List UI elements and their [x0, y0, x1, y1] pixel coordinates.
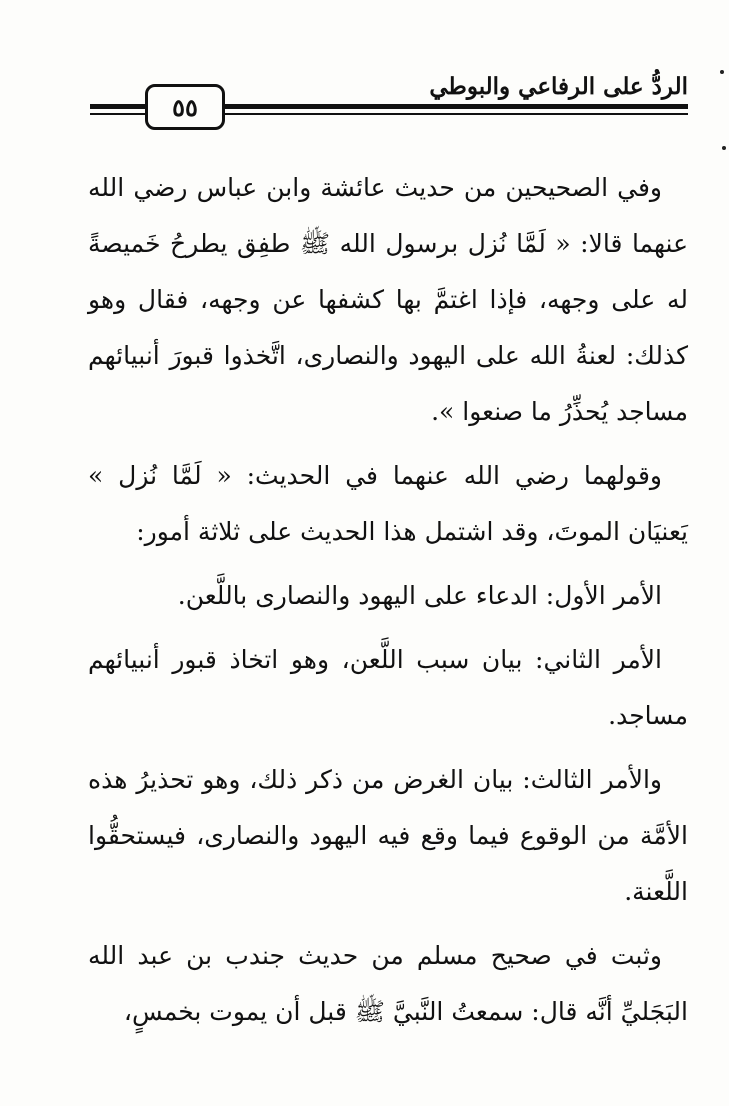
paragraph-explanation: وقولهما رضي الله عنهما في الحديث: « لَمَّا نُزل » يَعنيَان الموتَ، وقد اشتمل هذا الحديث على ثلاثة أمور:: [88, 461, 688, 546]
page-number-box: [145, 84, 225, 130]
paragraph-hadith-jundub: وثبت في صحيح مسلم من حديث جندب بن عبد الله البَجَليِّ أنَّه قال: سمعتُ النَّبيَّ ﷺ قبل أن يموت بخمسٍ،: [88, 941, 688, 1026]
margin-dot-bottom: [722, 146, 726, 150]
margin-dot-top: [720, 70, 724, 74]
paragraph-second-matter: الأمر الثاني: بيان سبب اللَّعن، وهو اتخاذ قبور أنبيائهم مساجد.: [88, 645, 688, 730]
running-title: الردُّ على الرفاعي والبوطي: [429, 73, 688, 100]
paragraph-first-matter: الأمر الأول: الدعاء على اليهود والنصارى باللَّعن.: [177, 581, 662, 610]
page-header: [90, 70, 688, 140]
page-number: ٥٥: [172, 92, 198, 122]
page-body: [88, 160, 688, 1048]
paragraph-hadith-aisha: وفي الصحيحين من حديث عائشة وابن عباس رضي الله عنهما قالا: « لَمَّا نُزل برسول الله ﷺ طفِق يطرحُ خَميصةً له على وجهه، فإذا اغتمَّ بها كشفها عن وجهه، فقال وهو كذلك: لعنةُ الله على اليهود والنصارى، اتَّخذوا قبورَ أنبيائهم مساجد يُحذِّرُ ما صنعوا ».: [88, 173, 688, 426]
paragraph-third-matter: والأمر الثالث: بيان الغرض من ذكر ذلك، وهو تحذيرُ هذه الأمَّة من الوقوع فيما وقع فيه اليهود والنصارى، فيستحقُّوا اللَّعنة.: [88, 765, 688, 906]
